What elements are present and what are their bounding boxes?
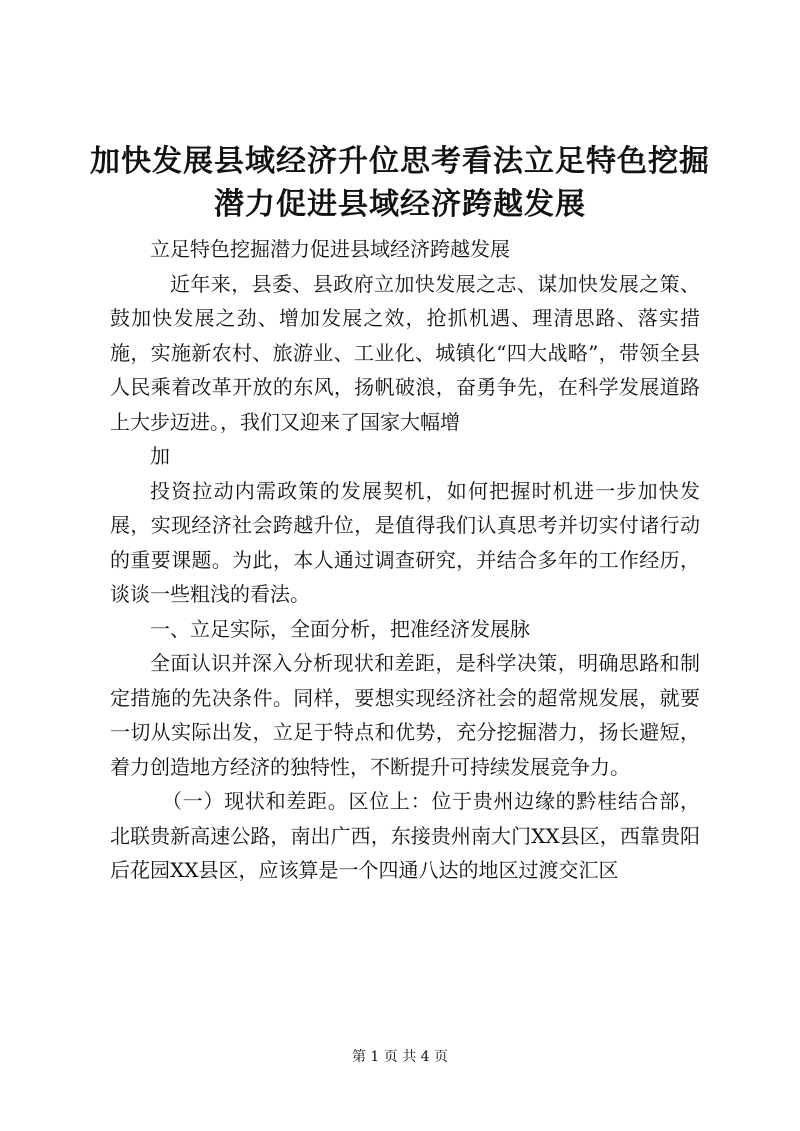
document-title <box>90 140 710 226</box>
body-paragraph: 投资拉动内需政策的发展契机，如何把握时机进一步加快发展，实现经济社会跨越升位，是值得我们认真思考并切实付诸行动的重要课题。为此，本人通过调查研究，并结合多年的工作经历，谈谈一些粗浅的看法。 <box>110 478 700 606</box>
body-paragraph: 近年来，县委、县政府立加快发展之志、谋加快发展之策、鼓加快发展之劲、增加发展之效，抢抓机遇、理清思路、落实措施，实施新农村、旅游业、工业化、城镇化“四大战略”，带领全县人民乘着改革开放的东风，扬帆破浪，奋勇争先，在科学发展道路上大步迈进。，我们又迎来了国家大幅增 <box>110 271 700 434</box>
title-line-2: 潜力促进县域经济跨越发展 <box>214 187 586 222</box>
section-heading: 一、立足实际，全面分析，把准经济发展脉 <box>150 616 530 641</box>
title-line-1: 加快发展县域经济升位思考看法立足特色挖掘 <box>90 144 710 179</box>
body-paragraph: 加 <box>150 444 170 468</box>
body-paragraph: （一）现状和差距。区位上：位于贵州边缘的黔桂结合部，北联贵新高速公路，南出广西，东接贵州南大门XX县区，西靠贵阳后花园XX县区，应该算是一个四通八达的地区过渡交汇区 <box>110 789 700 882</box>
document-body <box>110 232 700 888</box>
page-footer: 第 1 页 共 4 页 <box>351 1049 449 1065</box>
subtitle-paragraph: 立足特色挖掘潜力促进县域经济跨越发展 <box>150 237 510 261</box>
body-paragraph: 全面认识并深入分析现状和差距，是科学决策，明确思路和制定措施的先决条件。同样，要想实现经济社会的超常规发展，就要一切从实际出发，立足于特点和优势，充分挖掘潜力，扬长避短，着力创造地方经济的独特性，不断提升可持续发展竞争力。 <box>110 651 700 779</box>
